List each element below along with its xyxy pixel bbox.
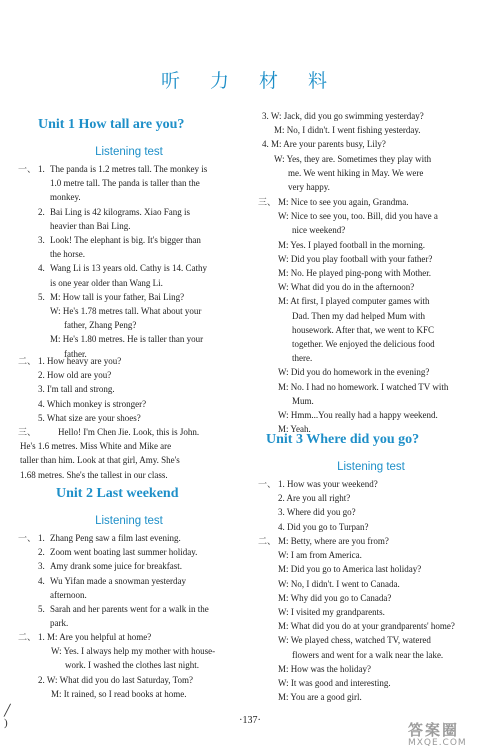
item-text: 5. What size are your shoes? bbox=[38, 412, 141, 423]
unit2-listening-test: Listening test bbox=[95, 515, 163, 527]
unit1-section2 bbox=[18, 354, 240, 425]
watermark-top: 答案圈 bbox=[408, 721, 460, 739]
item-text: 4. M: Are your parents busy, Lily? bbox=[262, 139, 386, 150]
item-text: W: What did you do in the afternoon? bbox=[278, 282, 415, 293]
item-text: the horse. bbox=[50, 249, 85, 260]
item-text: is one year older than Wang Li. bbox=[50, 277, 163, 288]
item-text: M: No. He played ping-pong with Mother. bbox=[278, 268, 431, 279]
item-number: 3. bbox=[38, 235, 45, 246]
item-text: taller than him. Look at that girl, Amy. She's bbox=[20, 455, 180, 466]
item-text: 2. How old are you? bbox=[38, 370, 112, 381]
item-text: M: It rained, so I read books at home. bbox=[51, 688, 187, 699]
item-text: M: You are a good girl. bbox=[278, 692, 362, 703]
item-text: father, Zhang Peng? bbox=[64, 320, 137, 331]
section-label: 三、 bbox=[258, 197, 277, 207]
item-text: Dad. Then my dad helped Mum with bbox=[292, 310, 426, 321]
item-text: W: Nice to see you, too. Bill, did you have a bbox=[278, 211, 438, 222]
item-number: 1. bbox=[38, 533, 45, 543]
item-text: M: Betty, where are you from? bbox=[278, 536, 389, 546]
item-text: heavier than Bai Ling. bbox=[50, 220, 131, 231]
item-text: Wu Yifan made a snowman yesterday bbox=[50, 575, 187, 586]
item-text: 1. How heavy are you? bbox=[38, 356, 122, 366]
item-text: there. bbox=[292, 353, 313, 364]
watermark-logo bbox=[408, 722, 494, 750]
unit3-listening-test: Listening test bbox=[337, 461, 405, 473]
unit1-listening-test: Listening test bbox=[95, 146, 163, 158]
item-number: 2. bbox=[38, 547, 45, 558]
item-number: 2. bbox=[38, 206, 45, 217]
item-text: 3. I'm tall and strong. bbox=[38, 384, 115, 395]
unit1-section1 bbox=[18, 162, 240, 361]
item-text: housework. After that, we went to KFC bbox=[292, 324, 434, 335]
item-text: monkey. bbox=[50, 192, 81, 203]
item-text: flowers and went for a walk near the lake. bbox=[292, 649, 444, 660]
item-text: Amy drank some juice for breakfast. bbox=[50, 561, 182, 572]
unit3-section2 bbox=[258, 534, 484, 704]
section-label: 一、 bbox=[258, 479, 277, 489]
item-text: 1. How was your weekend? bbox=[278, 479, 378, 489]
section-label: 二、 bbox=[258, 536, 277, 546]
item-text: M: Nice to see you again, Grandma. bbox=[278, 197, 409, 207]
item-text: 4. Did you go to Turpan? bbox=[278, 521, 369, 532]
item-text: M: At first, I played computer games with bbox=[278, 296, 430, 307]
item-text: M: He's 1.80 metres. He is taller than your bbox=[50, 334, 204, 345]
unit2-section1 bbox=[18, 531, 240, 630]
item-text: W: Yes, they are. Sometimes they play with bbox=[274, 153, 432, 164]
item-text: W: I am from America. bbox=[278, 550, 362, 561]
item-text: M: Yes. I played football in the morning. bbox=[278, 239, 425, 250]
item-text: 3. W: Jack, did you go swimming yesterday? bbox=[262, 111, 424, 121]
item-text: Bai Ling is 42 kilograms. Xiao Fang is bbox=[50, 206, 190, 217]
item-text: M: No. I had no homework. I watched TV with bbox=[278, 381, 449, 392]
item-text: Hello! I'm Chen Jie. Look, this is John. bbox=[58, 427, 200, 437]
item-text: father. bbox=[64, 348, 87, 359]
item-text: W: Hmm...You really had a happy weekend. bbox=[278, 410, 438, 421]
item-number: 5. bbox=[38, 291, 45, 302]
item-text: W: Did you play football with your father? bbox=[278, 253, 433, 264]
item-text: 3. Where did you go? bbox=[278, 507, 356, 518]
page-number: ·137· bbox=[239, 715, 261, 726]
unit3-heading: Unit 3 Where did you go? bbox=[266, 432, 420, 447]
item-text: M: Did you go to America last holiday? bbox=[278, 564, 422, 575]
item-text: M: How was the holiday? bbox=[278, 663, 371, 674]
item-text: M: Yeah. bbox=[278, 424, 311, 435]
unit2-section2 bbox=[18, 630, 240, 701]
item-text: He's 1.6 metres. Miss White and Mike are bbox=[20, 441, 172, 452]
section-label: 一、 bbox=[18, 533, 37, 543]
watermark-bottom: MXQE.COM bbox=[408, 738, 467, 748]
item-text: afternoon. bbox=[50, 589, 87, 600]
margin-mark-icon: ╱ ) bbox=[4, 705, 11, 729]
item-text: The panda is 1.2 metres tall. The monkey is bbox=[50, 164, 208, 174]
item-text: 1.68 metres. She's the tallest in our class. bbox=[20, 469, 168, 480]
section-label: 一、 bbox=[18, 164, 37, 174]
page-title: 听 力 材 料 bbox=[160, 70, 340, 92]
unit2-section2-continued bbox=[258, 109, 484, 194]
item-number: 4. bbox=[38, 575, 45, 586]
item-text: M: What did you do at your grandparents' home? bbox=[278, 621, 455, 632]
item-text: me. We went hiking in May. We were bbox=[288, 167, 424, 178]
section-label: 二、 bbox=[18, 632, 37, 642]
item-number: 4. bbox=[38, 263, 45, 274]
item-text: W: It was good and interesting. bbox=[278, 678, 391, 689]
item-text: W: I visited my grandparents. bbox=[278, 607, 385, 618]
item-text: 2. W: What did you do last Saturday, Tom? bbox=[38, 674, 193, 685]
item-text: M: No, I didn't. I went fishing yesterday. bbox=[274, 125, 421, 136]
item-text: work. I washed the clothes last night. bbox=[65, 660, 199, 671]
item-text: W: He's 1.78 metres tall. What about your bbox=[50, 306, 202, 317]
unit1-heading: Unit 1 How tall are you? bbox=[38, 117, 185, 132]
item-number: 1. bbox=[38, 164, 45, 174]
unit3-section1 bbox=[258, 477, 484, 534]
item-text: 1.0 metre tall. The panda is taller than the bbox=[50, 178, 200, 189]
item-text: Zoom went boating last summer holiday. bbox=[50, 547, 198, 558]
item-number: 5. bbox=[38, 604, 45, 615]
section-label: 二、 bbox=[18, 356, 37, 366]
item-text: Wang Li is 13 years old. Cathy is 14. Cathy bbox=[50, 263, 208, 274]
item-text: very happy. bbox=[288, 182, 330, 193]
item-text: W: Did you do homework in the evening? bbox=[278, 367, 430, 378]
item-number: 3. bbox=[38, 561, 45, 572]
item-text: nice weekend? bbox=[292, 225, 346, 236]
item-text: M: How tall is your father, Bai Ling? bbox=[50, 291, 185, 302]
item-text: M: Why did you go to Canada? bbox=[278, 592, 392, 603]
item-text: 1. M: Are you helpful at home? bbox=[38, 632, 152, 642]
unit1-section3 bbox=[18, 425, 240, 482]
item-text: Zhang Peng saw a film last evening. bbox=[50, 533, 181, 543]
item-text: W: Yes. I always help my mother with house- bbox=[51, 646, 216, 657]
section-label: 三、 bbox=[18, 427, 37, 437]
unit2-heading: Unit 2 Last weekend bbox=[56, 486, 179, 501]
item-text: Sarah and her parents went for a walk in the bbox=[50, 604, 209, 615]
item-text: together. We enjoyed the delicious food bbox=[292, 339, 435, 350]
item-text: Look! The elephant is big. It's bigger than bbox=[50, 235, 201, 246]
unit2-section3 bbox=[258, 195, 484, 436]
item-text: W: No, I didn't. I went to Canada. bbox=[278, 578, 400, 589]
item-text: W: We played chess, watched TV, watered bbox=[278, 635, 431, 646]
item-text: park. bbox=[50, 618, 69, 629]
item-text: 2. Are you all right? bbox=[278, 493, 351, 504]
item-text: 4. Which monkey is stronger? bbox=[38, 398, 147, 409]
item-text: Mum. bbox=[292, 395, 314, 406]
